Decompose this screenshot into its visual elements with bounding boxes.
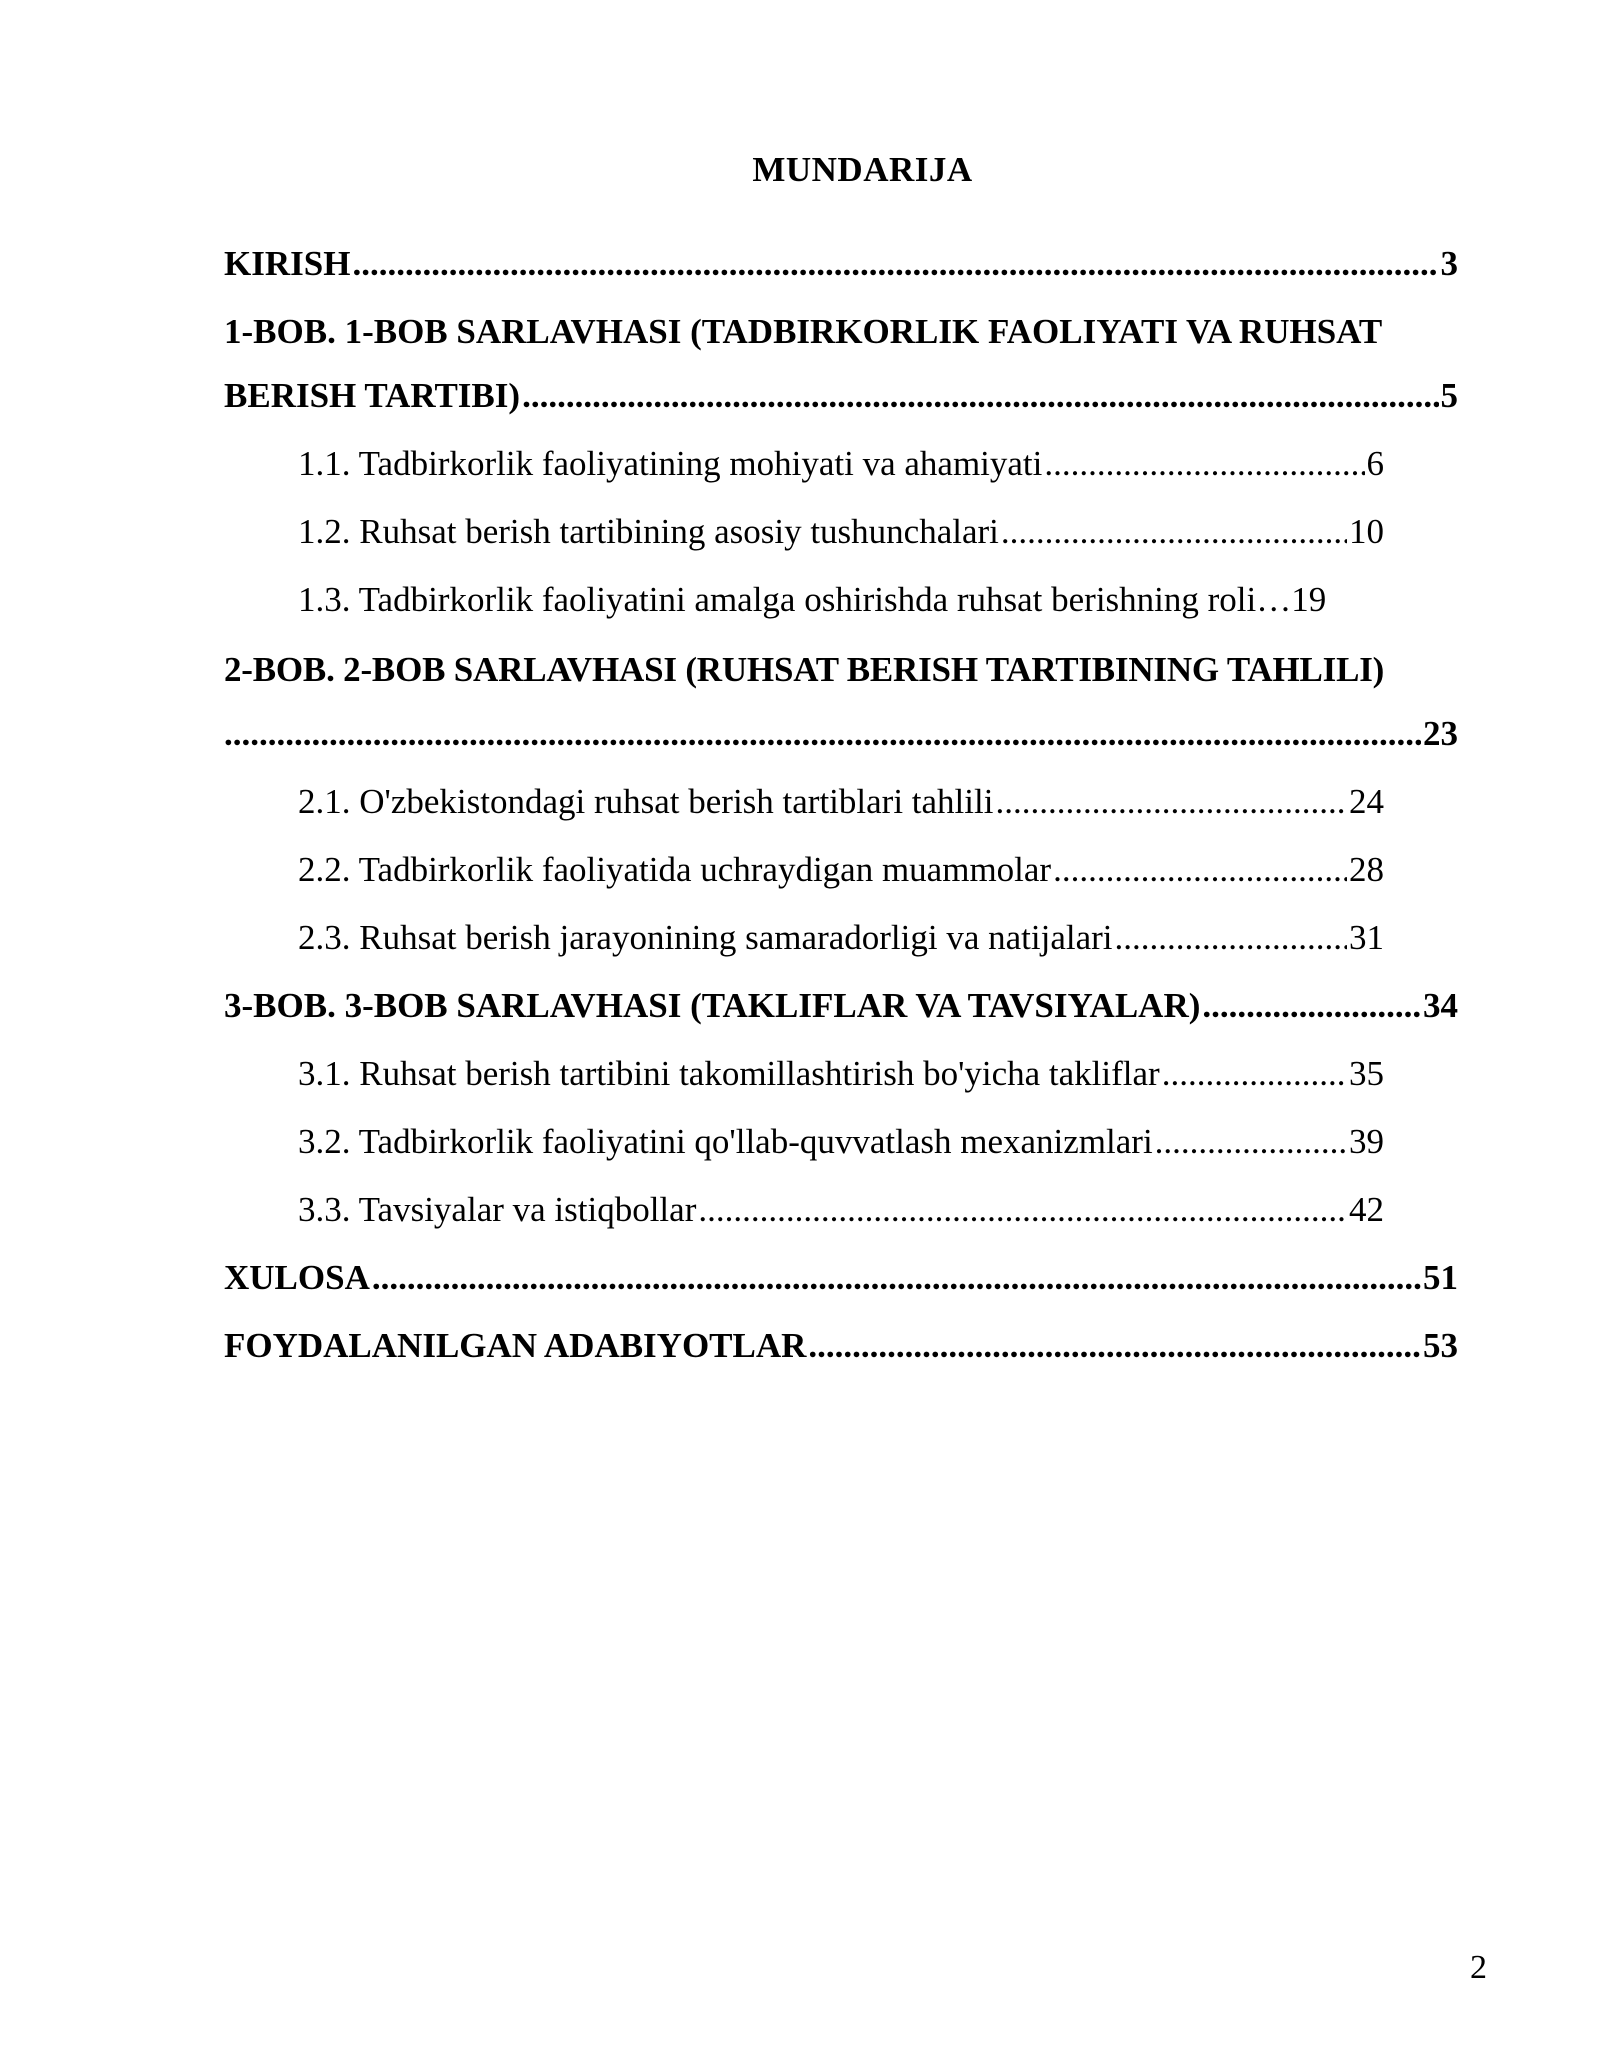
toc-entry-1-2[interactable] <box>298 508 1384 556</box>
dot-leader <box>1053 846 1347 894</box>
toc-entry-text: 3.3. Tavsiyalar va istiqbollar <box>298 1190 697 1229</box>
toc-entry-3-1[interactable] <box>298 1050 1384 1098</box>
toc-entry-kirish[interactable] <box>224 240 1458 288</box>
toc-entry-1-3[interactable] <box>298 576 1384 624</box>
toc-entry-3-2[interactable] <box>298 1118 1384 1166</box>
toc-entry-text: 3-BOB. 3-BOB SARLAVHASI (TAKLIFLAR VA TAVSIYALAR) <box>224 986 1201 1025</box>
dot-leader <box>372 1254 1421 1302</box>
toc-entry-references[interactable] <box>224 1322 1458 1370</box>
dot-leader <box>1162 1050 1347 1098</box>
toc-entry-page: 35 <box>1349 1054 1384 1093</box>
toc-entry-page: 6 <box>1366 444 1384 483</box>
toc-entry-text: BERISH TARTIBI) <box>224 376 521 415</box>
toc-entry-1-1[interactable] <box>298 440 1384 488</box>
toc-entry-text: 2.2. Tadbirkorlik faoliyatida uchraydigan muammolar <box>298 850 1052 889</box>
toc-entry-page: 24 <box>1349 782 1384 821</box>
toc-entry-text: 2.3. Ruhsat berish jarayonining samaradorligi va natijalari <box>298 918 1113 957</box>
toc-entry-page: 28 <box>1349 850 1384 889</box>
toc-entry-text: 2.1. O'zbekistondagi ruhsat berish tartiblari tahlili <box>298 782 994 821</box>
page-number: 2 <box>1470 1949 1487 1986</box>
toc-entry-page: 23 <box>1423 714 1458 753</box>
toc-entry-text: 3.1. Ruhsat berish tartibini takomillashtirish bo'yicha takliflar <box>298 1054 1160 1093</box>
dot-leader <box>698 1186 1347 1234</box>
toc-entry-page: 39 <box>1349 1122 1384 1161</box>
dot-leader <box>1044 440 1364 488</box>
toc-entry-2-3[interactable] <box>298 914 1384 962</box>
dot-leader <box>522 372 1438 420</box>
toc-entry-chapter-3[interactable] <box>224 982 1458 1030</box>
dot-leader <box>1202 982 1421 1030</box>
toc-entry-page: 10 <box>1349 512 1384 551</box>
dot-leader <box>352 240 1438 288</box>
toc-entry-page: 51 <box>1423 1258 1458 1297</box>
page-title: MUNDARIJA <box>752 150 973 189</box>
toc-entry-page: 3 <box>1440 244 1458 283</box>
dot-leader <box>808 1322 1421 1370</box>
toc-entry-2-1[interactable] <box>298 778 1384 826</box>
dot-leader <box>224 710 1421 758</box>
dot-leader <box>1001 508 1347 556</box>
toc-entry-text: 3.2. Tadbirkorlik faoliyatini qo'llab-quvvatlash mexanizmlari <box>298 1122 1153 1161</box>
toc-entry-page: 34 <box>1423 986 1458 1025</box>
toc-entry-page: 42 <box>1349 1190 1384 1229</box>
dot-leader <box>1155 1118 1347 1166</box>
toc-entry-chapter-2[interactable] <box>224 710 1458 758</box>
toc-entry-text: 1.2. Ruhsat berish tartibining asosiy tushunchalari <box>298 512 999 551</box>
toc-entry-text: XULOSA <box>224 1258 370 1297</box>
toc-entry-chapter-1[interactable] <box>224 372 1458 420</box>
toc-entry-2-2[interactable] <box>298 846 1384 894</box>
toc-entry-chapter-2-line1[interactable]: 2-BOB. 2-BOB SARLAVHASI (RUHSAT BERISH TARTIBINING TAHLILI) <box>224 650 1385 689</box>
toc-entry-chapter-1-line1[interactable]: 1-BOB. 1-BOB SARLAVHASI (TADBIRKORLIK FAOLIYATI VA RUHSAT <box>224 312 1383 351</box>
toc-entry-text: 1.3. Tadbirkorlik faoliyatini amalga oshirishda ruhsat berishning roli…19 <box>298 580 1327 619</box>
dot-leader <box>995 778 1347 826</box>
toc-entry-page: 53 <box>1423 1326 1458 1365</box>
toc-entry-text: 1.1. Tadbirkorlik faoliyatining mohiyati va ahamiyati <box>298 444 1043 483</box>
toc-entry-text: KIRISH <box>224 244 351 283</box>
toc-entry-page: 31 <box>1349 918 1384 957</box>
toc-entry-3-3[interactable] <box>298 1186 1384 1234</box>
toc-entry-text: FOYDALANILGAN ADABIYOTLAR <box>224 1326 807 1365</box>
toc-entry-xulosa[interactable] <box>224 1254 1458 1302</box>
toc-entry-page: 5 <box>1440 376 1458 415</box>
dot-leader <box>1115 914 1347 962</box>
